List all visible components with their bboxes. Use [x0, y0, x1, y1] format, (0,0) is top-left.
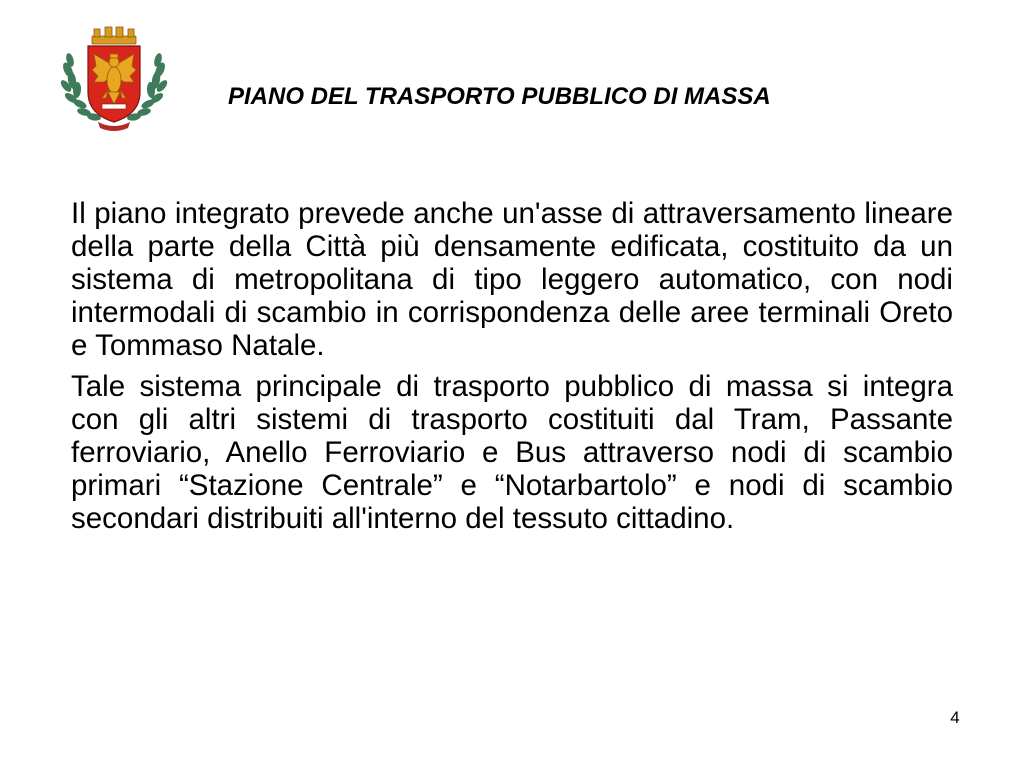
page-title: PIANO DEL TRASPORTO PUBBLICO DI MASSA: [228, 83, 771, 110]
paragraph: Tale sistema principale di trasporto pubblico di massa si integra con gli altri sistemi di trasporto costituiti dal Tram, Passante ferroviario, Anello Ferroviario e Bus attraverso nodi di scambio primari “Stazione Centrale” e “Notarbartolo” e nodi di scambio secondari distribuiti all'interno del tessuto cittadino.: [71, 370, 953, 535]
paragraph: Il piano integrato prevede anche un'asse di attraversamento lineare della parte della Città più densamente edificata, costituito da un sistema di metropolitana di tipo leggero automatico, con nodi intermodali di scambio in corrispondenza delle aree terminali Oreto e Tommaso Natale.: [71, 197, 953, 362]
page-number: 4: [950, 708, 960, 727]
body-text: [71, 197, 953, 543]
city-coat-of-arms-icon: [58, 22, 170, 134]
